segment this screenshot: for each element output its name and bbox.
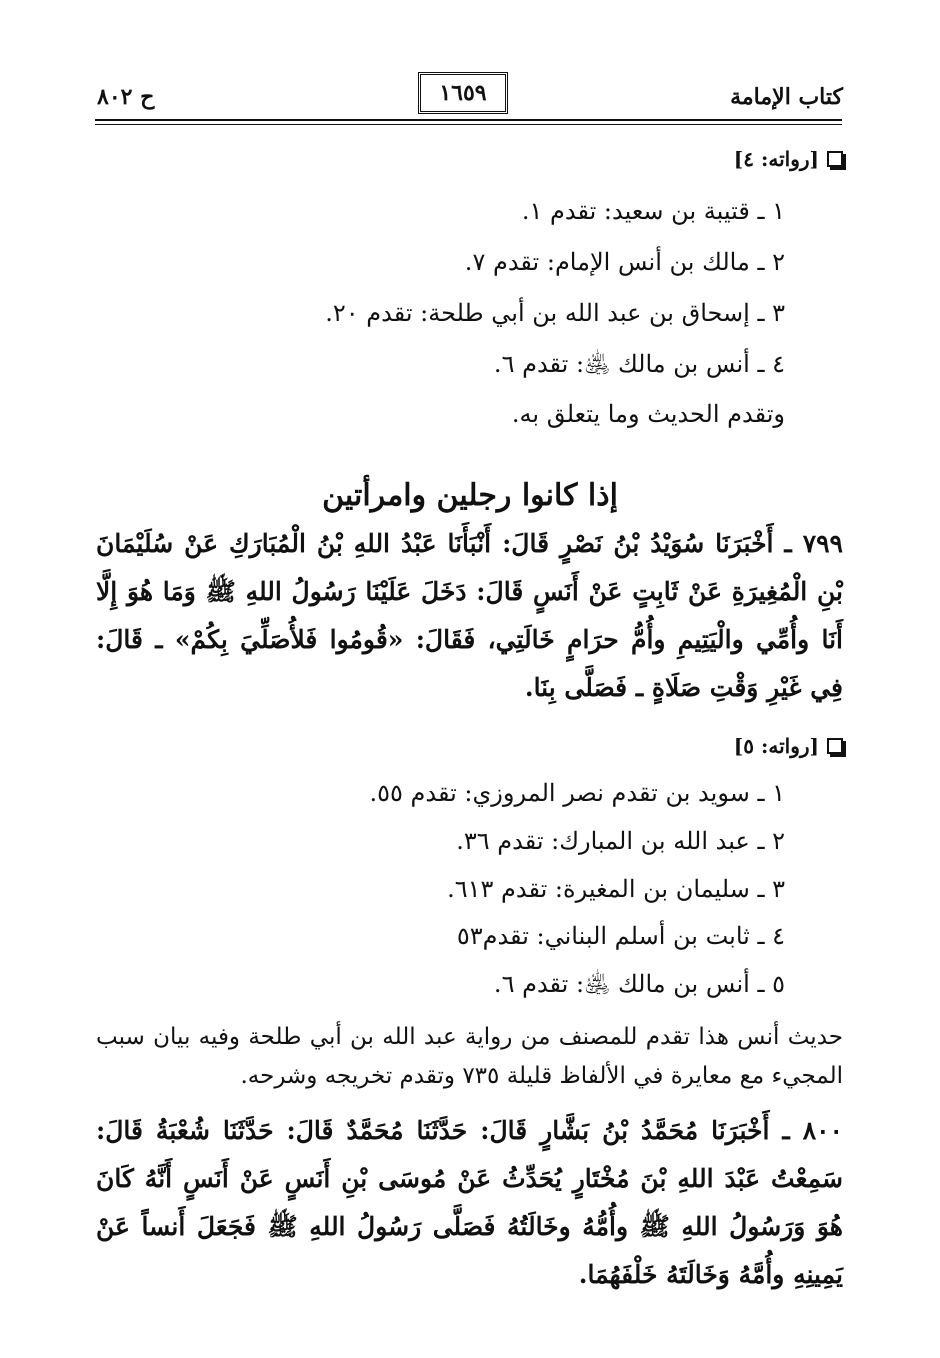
checkbox-square-icon bbox=[827, 151, 843, 167]
narrator-item: ٤ ـ ثابت بن أسلم البناني: تقدم٥٣ bbox=[456, 922, 785, 950]
narrators-heading-2 bbox=[734, 734, 843, 758]
narrator-item: ٢ ـ عبد الله بن المبارك: تقدم ٣٦. bbox=[456, 827, 785, 855]
header-rule-thin bbox=[95, 124, 842, 125]
narrators-heading-label: [رواته: ٤] bbox=[733, 147, 819, 171]
hadith-text-799: ٧٩٩ ـ أَخْبَرَنَا سُوَيْدُ بْنُ نَصْرٍ قَالَ: أَنْبَأَنَا عَبْدُ اللهِ بْنُ الْمُبَارَكِ عَنْ سُلَيْمَانَ بْنِ الْمُغِيرَةِ عَنْ ثَابِتٍ عَنْ أَنَسٍ قَالَ: دَخَلَ عَلَيْنَا رَسُولُ اللهِ ﷺ وَمَا هُوَ إِلَّا أَنَا وأُمِّي والْيَتِيمِ وأُمُّ حرَامٍ خَالَتِي، فَقَالَ: «قُومُوا فَلأُصَلِّيَ بِكُمْ» ـ قَالَ: فِي غَيْرِ وَقْتِ صَلَاةٍ ـ فَصَلَّى بِنَا. bbox=[96, 529, 843, 702]
narrators-heading-1 bbox=[734, 147, 843, 171]
narrator-item: ١ ـ قتيبة بن سعيد: تقدم ١. bbox=[521, 197, 785, 225]
narrator-item: ٣ ـ إسحاق بن عبد الله بن أبي طلحة: تقدم ٢٠. bbox=[325, 299, 785, 327]
section-note: حديث أنس هذا تقدم للمصنف من رواية عبد الله بن أبي طلحة وفيه بيان سبب المجيء مع معايرة في الألفاظ قليلة ٧٣٥ وتقدم تخريجه وشرحه. bbox=[96, 1024, 843, 1089]
book-title: كتاب الإمامة bbox=[730, 84, 843, 110]
hadith-reference: ح ٨٠٢ bbox=[97, 84, 155, 110]
page-number: ١٦٥٩ bbox=[418, 72, 508, 114]
header-rule bbox=[95, 119, 842, 121]
narrator-item: ٤ ـ أنس بن مالك ﵁: تقدم ٦. bbox=[493, 350, 785, 378]
section-note: وتقدم الحديث وما يتعلق به. bbox=[511, 400, 785, 428]
narrator-item: ٢ ـ مالك بن أنس الإمام: تقدم ٧. bbox=[464, 248, 785, 276]
hadith-text-800: ٨٠٠ ـ أَخْبَرَنَا مُحَمَّدُ بْنُ بَشَّارٍ قَالَ: حَدَّثَنَا مُحَمَّدٌ قَالَ: حَدَّثَنَا شُعْبَةُ قَالَ: سَمِعْتُ عَبْدَ اللهِ بْنَ مُخْتَارٍ يُحَدِّثُ عَنْ مُوسَى بْنِ أَنَسٍ عَنْ أَنَسٍ أَنَّهُ كَانَ هُوَ وَرَسُولُ اللهِ ﷺ وأُمُّهُ وخَالَتُهُ فَصَلَّى رَسُولُ اللهِ ﷺ فَجَعَلَ أَنساً عَنْ يَمِينِهِ وأُمَّهُ وَخَالَتَهُ خَلْفَهُمَا. bbox=[96, 1116, 843, 1289]
checkbox-square-icon bbox=[827, 738, 843, 754]
narrator-item: ١ ـ سويد بن تقدم نصر المروزي: تقدم ٥٥. bbox=[369, 779, 785, 807]
narrators-heading-label: [رواته: ٥] bbox=[733, 734, 819, 758]
chapter-title: إذا كانوا رجلين وامرأتين bbox=[322, 478, 618, 513]
narrator-item: ٥ ـ أنس بن مالك ﵁: تقدم ٦. bbox=[493, 970, 785, 998]
narrator-item: ٣ ـ سليمان بن المغيرة: تقدم ٦١٣. bbox=[447, 875, 785, 903]
